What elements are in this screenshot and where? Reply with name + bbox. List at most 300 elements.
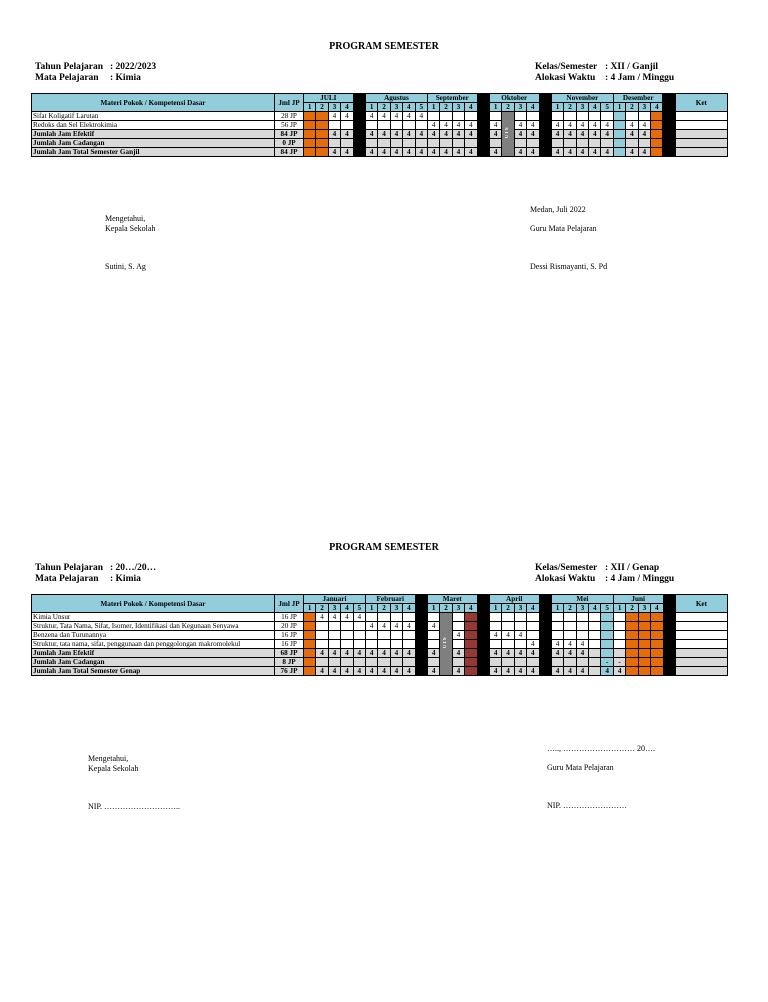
week-cell <box>613 640 625 649</box>
week-cell <box>328 631 340 640</box>
week-cell <box>304 649 316 658</box>
row-ket <box>675 112 727 121</box>
week-cell: 4 <box>403 112 415 121</box>
header-week: 4 <box>651 604 663 613</box>
week-cell <box>663 148 675 157</box>
row-jp: 56 JP <box>275 121 304 130</box>
week-cell <box>477 130 489 139</box>
header-jml-jp: Jml JP <box>275 595 304 613</box>
week-cell: 4 <box>626 121 638 130</box>
week-cell <box>601 139 613 148</box>
week-cell <box>341 139 353 148</box>
week-cell <box>651 130 663 139</box>
row-jp: 16 JP <box>275 640 304 649</box>
week-cell <box>403 631 415 640</box>
week-cell <box>601 622 613 631</box>
week-cell: 4 <box>427 667 439 676</box>
week-cell: 4 <box>328 649 340 658</box>
row-jp: 16 JP <box>275 613 304 622</box>
week-cell <box>378 640 390 649</box>
row-label: Jumlah Jam Efektif <box>32 130 275 139</box>
week-cell <box>539 640 551 649</box>
uts-column <box>440 613 452 676</box>
week-cell: 4 <box>564 640 576 649</box>
header-week: 1 <box>427 103 439 112</box>
week-cell <box>452 640 464 649</box>
week-cell <box>663 622 675 631</box>
sig-line: Medan, Juli 2022 <box>530 205 586 214</box>
info-key: Alokasi Waktu <box>535 574 596 584</box>
week-cell: 4 <box>514 631 526 640</box>
week-cell <box>353 148 365 157</box>
week-cell <box>427 631 439 640</box>
week-cell: 4 <box>601 130 613 139</box>
info-key: Tahun Pelajaran <box>35 62 104 72</box>
week-cell <box>304 622 316 631</box>
week-cell <box>390 121 402 130</box>
header-week: 1 <box>304 103 316 112</box>
table-row <box>32 121 728 130</box>
header-week: 2 <box>316 103 328 112</box>
week-cell: 4 <box>452 121 464 130</box>
week-cell <box>502 622 514 631</box>
week-cell <box>477 622 489 631</box>
week-cell <box>589 112 601 121</box>
week-cell <box>316 148 328 157</box>
week-cell <box>638 613 650 622</box>
sig-line: Mengetahui, <box>105 214 146 223</box>
uts-label: UTS <box>443 637 449 649</box>
week-cell <box>477 613 489 622</box>
week-cell <box>353 631 365 640</box>
week-cell <box>651 649 663 658</box>
week-cell <box>304 112 316 121</box>
week-cell <box>613 148 625 157</box>
week-cell <box>465 640 477 649</box>
week-cell <box>663 631 675 640</box>
table-row <box>32 148 728 157</box>
week-cell <box>304 130 316 139</box>
header-week: 4 <box>589 103 601 112</box>
week-cell: 4 <box>452 631 464 640</box>
week-cell <box>527 622 539 631</box>
header-week: 1 <box>613 604 625 613</box>
week-cell <box>626 667 638 676</box>
row-ket <box>675 121 727 130</box>
week-cell: 4 <box>564 130 576 139</box>
week-cell: 4 <box>601 148 613 157</box>
week-cell <box>403 658 415 667</box>
week-cell <box>390 640 402 649</box>
header-month: Maret <box>427 595 477 604</box>
week-cell <box>465 658 477 667</box>
week-cell <box>341 622 353 631</box>
week-cell <box>527 631 539 640</box>
sig-line: Guru Mata Pelajaran <box>547 763 614 772</box>
header-month: JULI <box>304 94 354 103</box>
week-cell <box>328 658 340 667</box>
week-cell <box>589 613 601 622</box>
week-cell <box>589 631 601 640</box>
row-label: Struktur, Tata Nama, Sifat, Isomer, Identifikasi dan Kegunaan Senyawa <box>32 622 275 631</box>
header-week: 3 <box>576 103 588 112</box>
row-label: Struktur, tata nama, sifat, penggunaan dan penggolongan makromolekul <box>32 640 275 649</box>
week-cell <box>527 658 539 667</box>
week-cell <box>638 640 650 649</box>
week-cell: 4 <box>489 130 501 139</box>
header-week: 4 <box>651 103 663 112</box>
header-week: 5 <box>415 103 427 112</box>
week-cell <box>452 139 464 148</box>
week-cell <box>403 613 415 622</box>
week-cell: 4 <box>452 667 464 676</box>
week-cell <box>514 622 526 631</box>
week-cell <box>539 649 551 658</box>
week-cell: 4 <box>514 148 526 157</box>
week-cell: 4 <box>365 130 377 139</box>
row-ket <box>675 658 727 667</box>
week-cell: 4 <box>527 649 539 658</box>
week-cell <box>663 130 675 139</box>
week-cell: 4 <box>452 649 464 658</box>
header-week: 1 <box>365 103 377 112</box>
week-cell <box>341 631 353 640</box>
week-cell: 4 <box>551 667 563 676</box>
week-cell <box>539 622 551 631</box>
week-cell <box>316 112 328 121</box>
week-cell <box>415 139 427 148</box>
row-label: Jumlah Jam Cadangan <box>32 139 275 148</box>
header-week: 2 <box>440 604 452 613</box>
week-cell <box>452 622 464 631</box>
week-cell: 4 <box>341 649 353 658</box>
week-cell <box>539 112 551 121</box>
header-week: 2 <box>440 103 452 112</box>
week-cell: 4 <box>514 130 526 139</box>
week-cell <box>576 658 588 667</box>
week-cell <box>489 613 501 622</box>
week-cell <box>589 649 601 658</box>
week-cell <box>365 121 377 130</box>
row-ket <box>675 622 727 631</box>
sig-line: ….., ……………………… 20…. <box>547 744 655 753</box>
week-cell <box>638 139 650 148</box>
week-cell <box>601 631 613 640</box>
week-cell: 4 <box>551 640 563 649</box>
week-cell <box>539 631 551 640</box>
week-cell <box>452 613 464 622</box>
sig-name: NIP. …………………… <box>547 801 628 810</box>
ganjil-signature-right <box>530 205 607 272</box>
week-cell <box>390 658 402 667</box>
week-cell <box>477 640 489 649</box>
week-cell <box>626 112 638 121</box>
row-label: Benzena dan Turunannya <box>32 631 275 640</box>
info-value: : XII / Genap <box>605 563 660 573</box>
header-week: 4 <box>527 604 539 613</box>
week-cell <box>427 640 439 649</box>
week-cell <box>353 658 365 667</box>
week-cell: 4 <box>341 112 353 121</box>
week-cell <box>304 640 316 649</box>
week-cell <box>663 667 675 676</box>
week-cell <box>502 613 514 622</box>
week-cell <box>316 121 328 130</box>
week-cell <box>415 121 427 130</box>
week-cell <box>626 622 638 631</box>
week-cell: 4 <box>514 667 526 676</box>
week-cell <box>304 658 316 667</box>
header-month: Februari <box>365 595 415 604</box>
week-cell: 4 <box>403 667 415 676</box>
week-cell <box>651 658 663 667</box>
week-cell <box>514 658 526 667</box>
week-cell <box>415 649 427 658</box>
week-cell: 4 <box>328 667 340 676</box>
row-ket <box>675 649 727 658</box>
week-cell <box>390 631 402 640</box>
row-label: Jumlah Jam Total Semester Genap <box>32 667 275 676</box>
week-cell <box>638 649 650 658</box>
week-cell <box>316 139 328 148</box>
week-cell <box>390 613 402 622</box>
week-cell: 4 <box>589 148 601 157</box>
week-cell: 4 <box>564 667 576 676</box>
week-cell: 4 <box>378 622 390 631</box>
sig-name: Sutini, S. Ag <box>105 262 146 271</box>
week-cell: 4 <box>427 148 439 157</box>
info-key: Kelas/Semester <box>535 62 598 72</box>
header-week: 5 <box>601 604 613 613</box>
week-cell: 4 <box>527 148 539 157</box>
table-row <box>32 658 728 667</box>
week-cell <box>465 139 477 148</box>
week-cell <box>477 139 489 148</box>
header-month: April <box>489 595 539 604</box>
week-cell: 4 <box>601 667 613 676</box>
info-value: : 4 Jam / Minggu <box>605 73 675 83</box>
break-cell <box>663 595 675 613</box>
week-cell: 4 <box>502 631 514 640</box>
header-week: 3 <box>390 604 402 613</box>
row-ket <box>675 631 727 640</box>
week-cell <box>465 631 477 640</box>
week-cell <box>651 139 663 148</box>
week-cell <box>316 658 328 667</box>
week-cell <box>403 139 415 148</box>
week-cell <box>539 139 551 148</box>
week-cell <box>626 631 638 640</box>
week-cell <box>613 112 625 121</box>
week-cell: 4 <box>576 649 588 658</box>
week-cell: 4 <box>365 667 377 676</box>
sig-line: Mengetahui, <box>88 754 129 763</box>
week-cell <box>304 121 316 130</box>
row-label: Jumlah Jam Cadangan <box>32 658 275 667</box>
week-cell <box>452 112 464 121</box>
week-cell: 4 <box>415 112 427 121</box>
table-row <box>32 631 728 640</box>
week-cell: 4 <box>403 130 415 139</box>
week-cell: 4 <box>489 148 501 157</box>
week-cell <box>551 658 563 667</box>
week-cell <box>601 613 613 622</box>
week-cell <box>589 658 601 667</box>
week-cell <box>663 112 675 121</box>
header-week: 1 <box>489 604 501 613</box>
week-cell <box>551 112 563 121</box>
week-cell <box>651 148 663 157</box>
week-cell <box>663 649 675 658</box>
header-week: 2 <box>378 103 390 112</box>
header-week: 3 <box>514 103 526 112</box>
week-cell <box>353 640 365 649</box>
header-week: 3 <box>390 103 402 112</box>
week-cell <box>514 613 526 622</box>
week-cell <box>638 112 650 121</box>
header-month: September <box>427 94 477 103</box>
week-cell <box>626 613 638 622</box>
week-cell: 4 <box>403 622 415 631</box>
week-cell <box>651 631 663 640</box>
week-cell: 4 <box>378 667 390 676</box>
week-cell: 4 <box>378 130 390 139</box>
week-cell <box>477 631 489 640</box>
week-cell <box>341 658 353 667</box>
break-cell <box>415 595 427 613</box>
week-cell: 4 <box>502 667 514 676</box>
week-cell <box>613 121 625 130</box>
week-cell <box>353 622 365 631</box>
week-cell: 4 <box>626 130 638 139</box>
week-cell <box>564 658 576 667</box>
week-cell: 4 <box>390 649 402 658</box>
row-label: Redoks dan Sel Elektrokimia <box>32 121 275 130</box>
table-row <box>32 640 728 649</box>
week-cell <box>576 622 588 631</box>
row-label: Sifat Koligatif Larutan <box>32 112 275 121</box>
header-week: 4 <box>341 103 353 112</box>
header-week: 4 <box>341 604 353 613</box>
week-cell: - <box>601 658 613 667</box>
header-week: 2 <box>626 604 638 613</box>
week-cell: 4 <box>551 148 563 157</box>
row-ket <box>675 613 727 622</box>
week-cell <box>341 640 353 649</box>
week-cell <box>365 139 377 148</box>
week-cell <box>353 121 365 130</box>
week-cell <box>328 640 340 649</box>
row-label: Jumlah Jam Total Semester Ganjil <box>32 148 275 157</box>
week-cell <box>564 622 576 631</box>
week-cell <box>613 130 625 139</box>
week-cell <box>378 658 390 667</box>
week-cell: 4 <box>564 649 576 658</box>
header-month: Oktober <box>489 94 539 103</box>
table-row <box>32 613 728 622</box>
week-cell: 4 <box>576 121 588 130</box>
week-cell: 4 <box>341 148 353 157</box>
week-cell <box>663 640 675 649</box>
row-jp: 20 JP <box>275 622 304 631</box>
week-cell <box>651 121 663 130</box>
week-cell <box>626 139 638 148</box>
week-cell <box>626 658 638 667</box>
header-week: 4 <box>589 604 601 613</box>
row-jp: 84 JP <box>275 148 304 157</box>
sig-line: Kepala Sekolah <box>88 764 139 773</box>
sig-line: Guru Mata Pelajaran <box>530 224 597 233</box>
week-cell <box>539 130 551 139</box>
week-cell <box>489 622 501 631</box>
info-key: Mata Pelajaran <box>35 73 99 83</box>
week-cell <box>527 613 539 622</box>
week-cell: 4 <box>514 649 526 658</box>
header-week: 2 <box>626 103 638 112</box>
week-cell: 4 <box>638 148 650 157</box>
row-jp: 76 JP <box>275 667 304 676</box>
week-cell: 4 <box>427 130 439 139</box>
header-week: 3 <box>328 103 340 112</box>
week-cell <box>440 112 452 121</box>
week-cell <box>601 649 613 658</box>
week-cell: 4 <box>390 112 402 121</box>
week-cell <box>589 139 601 148</box>
week-cell: 4 <box>489 667 501 676</box>
week-cell <box>626 649 638 658</box>
week-cell: 4 <box>576 667 588 676</box>
week-cell <box>551 622 563 631</box>
week-cell <box>651 613 663 622</box>
week-cell <box>390 139 402 148</box>
week-cell <box>527 112 539 121</box>
week-cell <box>489 139 501 148</box>
week-cell: 4 <box>564 121 576 130</box>
week-cell <box>415 622 427 631</box>
genap-info-right <box>535 563 674 585</box>
week-cell <box>415 613 427 622</box>
week-cell <box>613 622 625 631</box>
week-cell: 4 <box>378 148 390 157</box>
week-cell: 4 <box>365 112 377 121</box>
week-cell <box>365 631 377 640</box>
week-cell: 4 <box>415 130 427 139</box>
week-cell <box>477 658 489 667</box>
week-cell <box>316 631 328 640</box>
week-cell <box>613 649 625 658</box>
header-month: November <box>551 94 613 103</box>
week-cell <box>328 622 340 631</box>
week-cell <box>378 139 390 148</box>
week-cell: 4 <box>440 121 452 130</box>
week-cell: 4 <box>452 148 464 157</box>
row-ket <box>675 130 727 139</box>
header-week: 5 <box>601 103 613 112</box>
week-cell <box>514 139 526 148</box>
week-cell <box>304 148 316 157</box>
week-cell: 4 <box>626 148 638 157</box>
header-week: 1 <box>613 103 625 112</box>
header-week: 3 <box>576 604 588 613</box>
week-cell <box>440 139 452 148</box>
week-cell <box>341 121 353 130</box>
header-month: Mei <box>551 595 613 604</box>
row-ket <box>675 139 727 148</box>
genap-title: PROGRAM SEMESTER <box>329 542 439 553</box>
header-week: 4 <box>465 604 477 613</box>
week-cell: 4 <box>551 649 563 658</box>
week-cell <box>452 658 464 667</box>
